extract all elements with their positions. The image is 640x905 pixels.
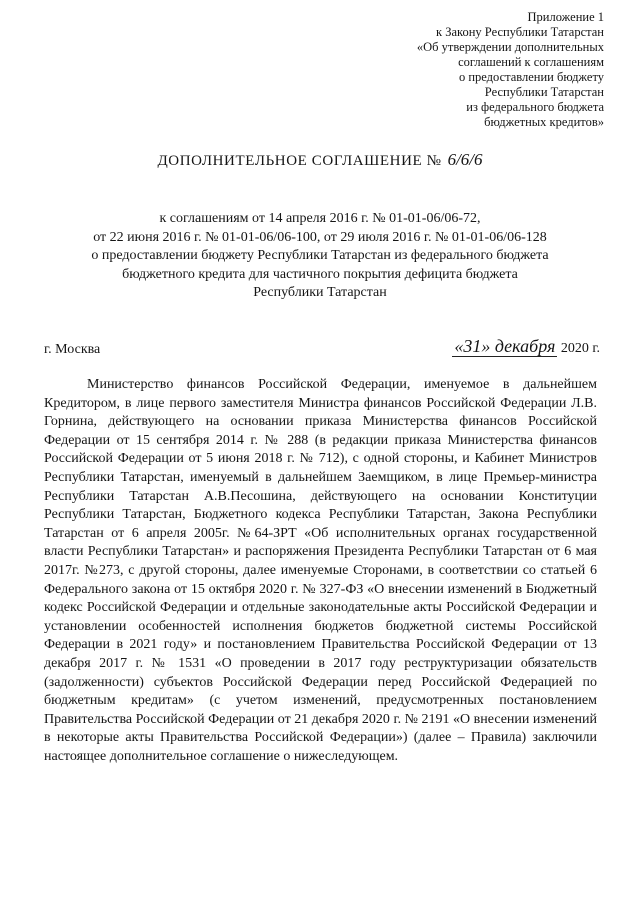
agreement-preamble: Министерство финансов Российской Федерации, именуемое в дальнейшем Кредитором, в лице первого заместителя Министра финансов Российской Федерации Л.В. Горнина, действующего на основании приказа Министерства финансов Российской Федерации от 15 сентября 2014 г. № 288 (в редакции приказа Министерства финансов Российской Федерации от 5 июня 2018 г. № 712), с одной стороны, и Кабинет Министров Республики Татарстан, именуемый в дальнейшем Заемщиком, в лице Премьер-министра Республики Татарстан А.В.Песошина, действующего на основании Конституции Республики Татарстан, Бюджетного кодекса Республики Татарстан, Закона Республики Татарстан от 6 апреля 2005г. №64-ЗРТ «Об исполнительных органах государственной власти Республики Татарстан» и распоряжения Президента Республики Татарстан от 6 мая 2017г. №273, с другой стороны, далее именуемые Сторонами, в соответствии со статьей 6 Федерального закона от 15 октября 2020 г. № 327-ФЗ «О внесении изменений в Бюджетный кодекс Российской Федерации и отдельные законодательные акты Российской Федерации и установлении особенностей исполнения бюджетов бюджетной системы Российской Федерации в 2021 году» и постановлением Правительства Российской Федерации от 13 декабря 2017 г. № 1531 «О проведении в 2017 году реструктуризации обязательств (задолженности) субъектов Российской Федерации перед Российской Федерацией по бюджетным кредитам» (с учетом изменений, предусмотренных постановлением Правительства Российской Федерации от 21 декабря 2020 г. № 2191 «О внесении изменений в некоторые акты Правительства Российской Федерации») (далее – Правила) заключили настоящее дополнительное соглашение о нижеследующем. <box>44 377 597 764</box>
subtitle-line: Республики Татарстан <box>253 285 387 300</box>
appendix-line: бюджетных кредитов» <box>484 115 604 129</box>
appendix-line: Приложение 1 <box>527 10 604 24</box>
place-of-signing: г. Москва <box>44 342 101 357</box>
subtitle-line: о предоставлении бюджету Республики Татарстан из федерального бюджета <box>91 248 549 263</box>
document-title <box>0 150 640 171</box>
appendix-line: из федерального бюджета <box>466 100 604 114</box>
handwritten-agreement-number: 6/6/6 <box>447 150 483 169</box>
subtitle-line: от 22 июня 2016 г. № 01-01-06/06-100, от 29 июля 2016 г. № 01-01-06/06-128 <box>93 229 547 245</box>
appendix-line: о предоставлении бюджету <box>458 70 604 84</box>
document-title-text: ДОПОЛНИТЕЛЬНОЕ СОГЛАШЕНИЕ № <box>157 153 442 169</box>
appendix-line: к Закону Республики Татарстан <box>436 25 604 39</box>
document-subtitle <box>40 210 600 303</box>
handwritten-date: «31» декабря <box>454 336 556 356</box>
appendix-line: «Об утверждении дополнительных <box>416 40 604 54</box>
subtitle-line: бюджетного кредита для частичного покрытия дефицита бюджета <box>122 266 518 282</box>
appendix-line: Республики Татарстан <box>484 85 604 99</box>
appendix-line: соглашений к соглашениям <box>458 55 604 69</box>
subtitle-line: к соглашениям от 14 апреля 2016 г. № 01-01-06/06-72, <box>159 211 481 226</box>
date-year: 2020 г. <box>560 341 600 356</box>
signing-date <box>452 335 600 360</box>
appendix-note <box>344 10 604 130</box>
